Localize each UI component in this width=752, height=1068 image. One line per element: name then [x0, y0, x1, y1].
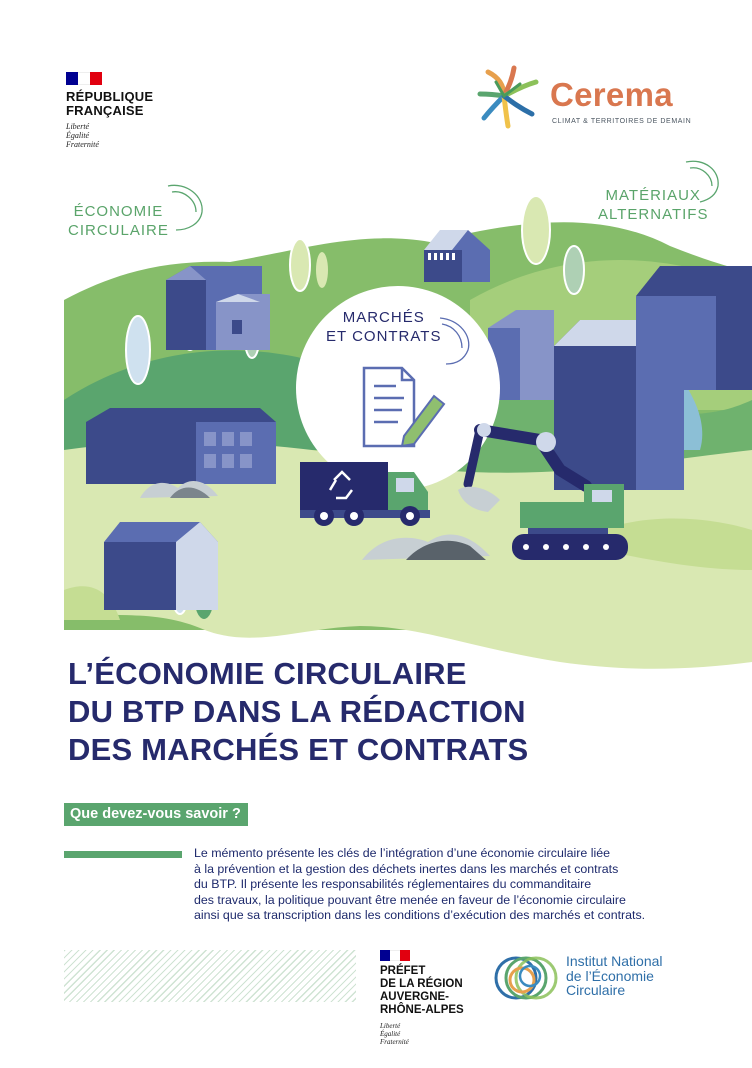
economie-circulaire-label: ÉCONOMIE CIRCULAIRE [68, 203, 169, 239]
green-divider-bar [64, 851, 182, 858]
house-left-2 [86, 408, 276, 484]
republique-devise: Liberté Égalité Fraternité [66, 122, 99, 149]
cerema-name: Cerema [550, 76, 673, 113]
republique-name: RÉPUBLIQUE FRANÇAISE [66, 89, 154, 118]
marches-contrats-label: MARCHÉS ET CONTRATS [326, 309, 442, 345]
inec-name: Institut National de l’Économie Circulaire [566, 953, 663, 999]
french-flag-icon [380, 950, 410, 961]
cover-illustration [0, 150, 752, 710]
cerema-logo [474, 64, 704, 132]
page-title: L’ÉCONOMIE CIRCULAIRE DU BTP DANS LA RÉDACTION DES MARCHÉS ET CONTRATS [68, 656, 529, 767]
intro-paragraph: Le mémento présente les clés de l’intégration d’une économie circulaire liée à la prévention et la gestion des déchets inertes dans les marchés et contrats du BTP. Il présente les responsabilités réglementaires du commanditaire des travaux, la politique pouvant être menée en faveur de l’économie circulaire ainsi que sa transcription dans les conditions d’exécution des marchés et contrats. [194, 846, 646, 923]
prefet-region-logo [380, 950, 490, 1046]
hatched-decoration [64, 950, 356, 1002]
cerema-tagline: CLIMAT & TERRITOIRES DE DEMAIN [552, 118, 692, 125]
cerema-emblem-icon [474, 64, 544, 132]
inec-logo [492, 948, 712, 1008]
prefet-name: PRÉFET DE LA RÉGION AUVERGNE- RHÔNE-ALPES [380, 965, 464, 1016]
materiaux-alternatifs-label: MATÉRIAUX ALTERNATIFS [598, 187, 709, 223]
inec-rings-icon [492, 948, 562, 1008]
que-devez-vous-savoir-badge: Que devez-vous savoir ? [64, 803, 248, 826]
building-right-3 [636, 266, 752, 390]
prefet-devise: Liberté Égalité Fraternité [380, 1022, 409, 1046]
french-flag-icon [66, 72, 102, 85]
house-left-1 [166, 266, 270, 350]
republique-francaise-logo [66, 72, 176, 149]
house-bottom-left [104, 522, 218, 610]
